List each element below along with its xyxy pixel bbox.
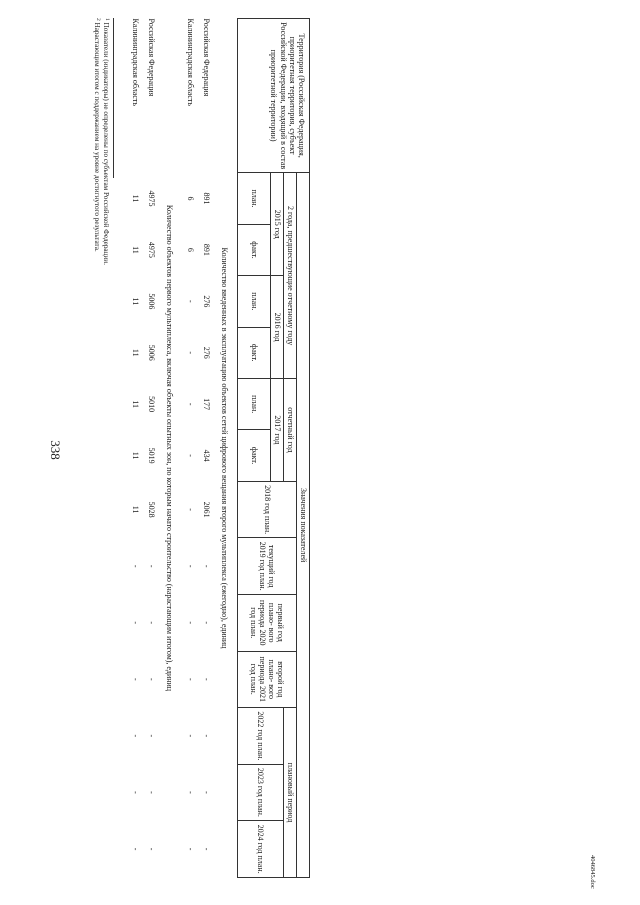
value-cell: 5028 bbox=[146, 501, 156, 518]
value-cell: - bbox=[130, 734, 140, 738]
report-year-header: отчетный год bbox=[284, 378, 297, 481]
y2023-header: 2023 год план. bbox=[238, 764, 284, 821]
value-cell: - bbox=[146, 621, 156, 625]
value-cell: - bbox=[146, 564, 156, 568]
table-row bbox=[143, 19, 159, 878]
plan-header-2016: план. bbox=[238, 276, 271, 327]
fact-header-2017: факт. bbox=[238, 430, 271, 481]
plan-period-header: плановый период bbox=[284, 708, 297, 878]
year-2016-header: 2016 год bbox=[271, 276, 284, 379]
value-cell: 6 bbox=[185, 247, 195, 252]
value-cell: - bbox=[185, 734, 195, 738]
value-cell: 5006 bbox=[146, 293, 156, 310]
value-cell: 4975 bbox=[146, 241, 156, 258]
value-cell: - bbox=[146, 734, 156, 738]
value-cell: - bbox=[201, 677, 211, 681]
footnote-text: Показатели (индикаторы) не определены по субъектам Российской Федерации. bbox=[102, 22, 110, 265]
value-cell: - bbox=[185, 564, 195, 568]
territory-name: Российская Федерация bbox=[201, 18, 211, 97]
y2022-header: 2022 год план. bbox=[238, 708, 284, 765]
table-row bbox=[127, 19, 143, 878]
value-cell: - bbox=[185, 402, 195, 406]
value-cell: - bbox=[201, 791, 211, 794]
footnote-mark: 2 bbox=[95, 18, 101, 21]
footnote-rule bbox=[113, 18, 114, 178]
table-row bbox=[182, 19, 198, 878]
value-cell: - bbox=[201, 564, 211, 568]
year-2015-header: 2015 год bbox=[271, 173, 284, 276]
plan-header-2015: план. bbox=[238, 173, 271, 224]
value-cell: 434 bbox=[201, 449, 211, 462]
territory-header: Территория (Российская Федерация, приоритетная территория, субъект Российской Федерации, входящий в состав приоритетной территории) bbox=[238, 19, 310, 173]
footnotes bbox=[92, 18, 114, 878]
footnote-1 bbox=[101, 18, 110, 878]
value-cell: 5010 bbox=[146, 396, 156, 413]
value-cell: - bbox=[130, 621, 140, 625]
territory-name: Калининградская область bbox=[130, 18, 140, 107]
value-cell: - bbox=[146, 791, 156, 794]
footnote-2 bbox=[92, 18, 101, 878]
value-cell: 11 bbox=[130, 451, 140, 460]
value-cell: 11 bbox=[130, 246, 140, 254]
year-2018-header: 2018 год план. bbox=[238, 481, 297, 538]
values-group-header: Значения показателей bbox=[297, 173, 310, 878]
value-cell: - bbox=[201, 847, 211, 851]
value-cell: 5019 bbox=[146, 447, 156, 464]
value-cell: - bbox=[146, 847, 156, 851]
value-cell: - bbox=[185, 621, 195, 625]
section-title: Количество введенных в эксплуатацию объектов сетей цифрового вещания второго мультиплекса (ежегодно), единиц bbox=[214, 19, 238, 878]
territory-name: Российская Федерация bbox=[146, 18, 156, 97]
value-cell: - bbox=[201, 621, 211, 625]
section-title-row bbox=[159, 19, 182, 878]
value-cell: - bbox=[130, 791, 140, 794]
table-body bbox=[127, 19, 238, 878]
value-cell: 11 bbox=[130, 297, 140, 306]
value-cell: 6 bbox=[185, 196, 195, 201]
value-cell: 5006 bbox=[146, 344, 156, 361]
value-cell: 891 bbox=[201, 243, 211, 256]
rotated-table-sheet bbox=[80, 18, 310, 878]
footnote-text: Нарастающим итогом с поддержанием на уровне достигнутого результата. bbox=[93, 22, 101, 252]
territory-name: Калининградская область bbox=[185, 18, 195, 107]
page-number: 338 bbox=[48, 440, 63, 460]
second-plan-year-header: второй год плано- вого периода 2021 год план. bbox=[238, 651, 297, 708]
fact-header-2016: факт. bbox=[238, 327, 271, 378]
value-cell: - bbox=[185, 847, 195, 851]
value-cell: - bbox=[185, 791, 195, 794]
value-cell: - bbox=[185, 677, 195, 681]
value-cell: 11 bbox=[130, 400, 140, 409]
indicators-table bbox=[127, 18, 310, 878]
fact-header-2015: факт. bbox=[238, 224, 271, 275]
value-cell: - bbox=[130, 847, 140, 851]
value-cell: 2061 bbox=[201, 501, 211, 518]
value-cell: - bbox=[201, 734, 211, 738]
value-cell: - bbox=[185, 300, 195, 303]
document-id: 4046845.doc bbox=[589, 855, 596, 889]
value-cell: 11 bbox=[130, 194, 140, 203]
two-years-before-header: 2 года, предшествующие отчетному году bbox=[284, 173, 297, 379]
footnote-mark: 1 bbox=[104, 18, 110, 21]
section-title-row bbox=[214, 19, 238, 878]
table-row bbox=[198, 19, 214, 878]
y2024-header: 2024 год план. bbox=[238, 821, 284, 878]
first-plan-year-header: первый год плано- вого периода 2020 год план. bbox=[238, 594, 297, 651]
value-cell: - bbox=[185, 454, 195, 457]
current-year-header: текущий год 2019 год план. bbox=[238, 538, 297, 595]
value-cell: 4975 bbox=[146, 190, 156, 207]
value-cell: 891 bbox=[201, 192, 211, 205]
section-title: Количество объектов первого мультиплекса, включая объекты опытных зон, по которым начато строительство (нарастающим итогом), единиц bbox=[164, 204, 174, 692]
value-cell: 276 bbox=[201, 346, 211, 359]
value-cell: 11 bbox=[130, 505, 140, 514]
value-cell: 177 bbox=[201, 398, 211, 411]
plan-header-2017: план. bbox=[238, 378, 271, 429]
value-cell: - bbox=[146, 677, 156, 681]
value-cell: 11 bbox=[130, 348, 140, 357]
value-cell: - bbox=[130, 677, 140, 681]
value-cell: - bbox=[185, 351, 195, 355]
value-cell: 276 bbox=[201, 295, 211, 308]
year-2017-header: 2017 год bbox=[271, 378, 284, 481]
value-cell: - bbox=[130, 564, 140, 568]
value-cell: - bbox=[185, 508, 195, 511]
